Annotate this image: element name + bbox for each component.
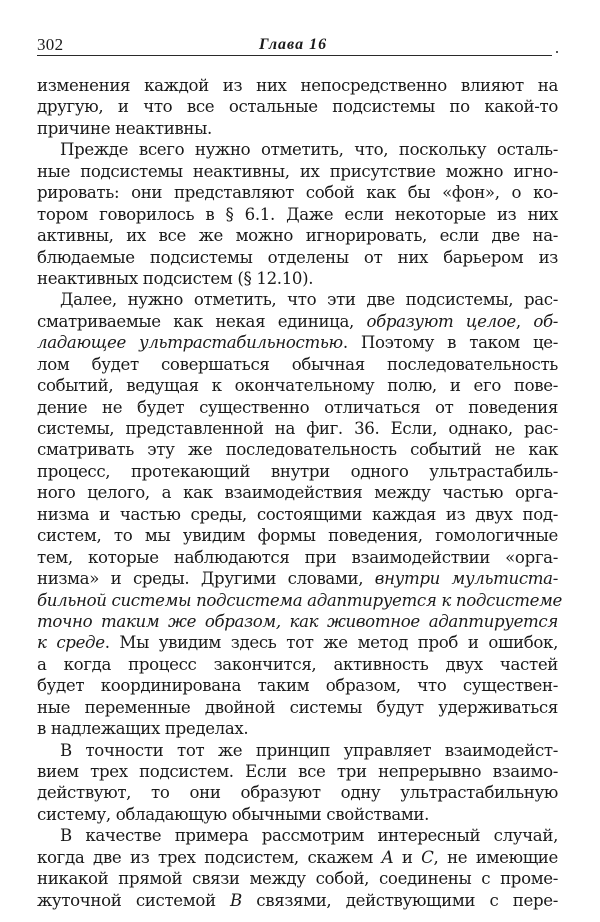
text-line [37, 547, 558, 568]
text: действуют, то они образуют одну ультрастабильную [37, 783, 558, 803]
text-line [37, 461, 558, 482]
text: В точности тот же принцип управляет взаимодейст- [60, 740, 558, 760]
text: низма и частью среды, состоящими каждая из двух под- [37, 504, 558, 524]
text: активны, их все же можно игнорировать, если две на- [37, 226, 558, 246]
text: . Мы увидим здесь тот же метод проб и ошибок, [104, 633, 558, 653]
text: системы, представленной на фиг. 36. Если, однако, рас- [37, 419, 558, 438]
text: систем, то мы увидим формы поведения, гомологичные [37, 526, 558, 546]
text-line [37, 868, 558, 889]
text: другую, и что все остальные подсистемы по какой-то [37, 97, 558, 117]
text-line [37, 611, 558, 632]
text: систему, обладающую обычными свойствами. [37, 804, 430, 824]
text: когда две из трех подсистем, скажем [37, 847, 382, 867]
text-line [37, 568, 558, 589]
text: в надлежащих пределах. [37, 719, 249, 739]
page-header [37, 34, 553, 56]
text-line [37, 96, 558, 117]
paragraph [37, 740, 558, 826]
scan-speck [556, 51, 558, 53]
italic-text: образуют целое [366, 311, 516, 331]
page-number: 302 [37, 35, 64, 54]
text: событий, ведущая к окончательному полю, и его пове- [37, 376, 558, 396]
text: лом будет совершаться обычная последовательность [37, 354, 558, 374]
text-line [37, 268, 558, 289]
text: будет координирована таким образом, что существен- [37, 676, 558, 696]
text-line [37, 311, 558, 332]
paragraph [37, 139, 558, 289]
text: блюдаемые подсистемы отделены от них барьером из [37, 247, 558, 267]
text: Далее, нужно отметить, что эти две подсистемы, рас- [60, 290, 558, 310]
text: . Поэтому в таком це- [342, 333, 559, 353]
text: связями, действующими с пере- [241, 890, 558, 910]
text: ного целого, а как взаимодействия между частью орга- [37, 483, 558, 503]
text: сматриваемые как некая единица, [37, 311, 367, 331]
text-line [37, 482, 558, 503]
text: ные подсистемы неактивны, их присутствие можно игно- [37, 161, 558, 181]
paragraph [37, 825, 558, 911]
text-line [37, 654, 558, 675]
text-line [37, 375, 558, 396]
text: , не имеющие [433, 847, 558, 867]
italic-text: точно таким же образом, как животное адаптируется [37, 611, 558, 631]
text: ные переменные двойной системы будут удерживаться [37, 697, 558, 717]
text: а когда процесс закончится, активность двух частей [37, 654, 558, 674]
text: рировать: они представляют собой как бы «фон», о ко- [37, 183, 558, 203]
body-text [37, 75, 562, 911]
paragraph [37, 75, 558, 139]
text: тем, которые наблюдаются при взаимодействии «орга- [37, 547, 558, 567]
text: неактивных подсистем (§ 12.10). [37, 268, 314, 288]
italic-text: бильной системы подсистема адаптируется к подсистеме [37, 590, 562, 610]
text-line [37, 289, 558, 310]
running-head: Глава 16 [259, 36, 328, 53]
text-line [37, 418, 558, 439]
text-line [37, 332, 558, 353]
italic-text: ладающее ультрастабильностью [37, 333, 343, 353]
text: , [515, 311, 534, 331]
text-line [37, 504, 558, 525]
text-line [37, 632, 558, 653]
text-line [37, 225, 558, 246]
text: жуточной системой [37, 890, 231, 910]
text-line [37, 439, 558, 460]
text-line [37, 718, 558, 739]
italic-text: A [381, 847, 394, 867]
text-line [37, 761, 558, 782]
text-line [37, 75, 558, 96]
text: тором говорилось в § 6.1. Даже если некоторые из них [37, 204, 558, 224]
text-line [37, 825, 558, 846]
text: Прежде всего нужно отметить, что, поскольку осталь- [60, 140, 558, 160]
text-line [37, 354, 558, 375]
text: дение не будет существенно отличаться от поведения [37, 397, 558, 417]
italic-text: внутри мультиста- [374, 569, 558, 589]
text-line [37, 182, 558, 203]
italic-text: об- [533, 311, 558, 331]
text: вием трех подсистем. Если все три непрерывно взаимо- [37, 762, 558, 781]
text-line [37, 139, 558, 160]
text-line [37, 847, 558, 868]
text: изменения каждой из них непосредственно влияют на [37, 76, 558, 95]
text-line [37, 397, 558, 418]
text-line [37, 204, 558, 225]
text-line [37, 675, 558, 696]
italic-text: C [421, 847, 434, 867]
italic-text: B [230, 890, 242, 910]
text-line [37, 590, 562, 611]
text: низма» и среды. Другими словами, [37, 569, 375, 589]
text-line [37, 697, 558, 718]
italic-text: к среде [37, 633, 105, 653]
text: сматривать эту же последовательность событий не как [37, 440, 558, 460]
text: процесс, протекающий внутри одного ультрастабиль- [37, 461, 558, 481]
text-line [37, 890, 558, 911]
text-line [37, 118, 558, 139]
text-line [37, 740, 558, 761]
header-rule [37, 55, 552, 56]
text: В качестве примера рассмотрим интересный случай, [60, 826, 558, 846]
paragraph [37, 289, 562, 739]
text-line [37, 247, 558, 268]
text-line [37, 161, 558, 182]
text: и [393, 847, 422, 867]
text: причине неактивны. [37, 118, 212, 138]
text: никакой прямой связи между собой, соединены с проме- [37, 869, 558, 889]
text-line [37, 804, 558, 825]
text-line [37, 782, 558, 803]
text-line [37, 525, 558, 546]
